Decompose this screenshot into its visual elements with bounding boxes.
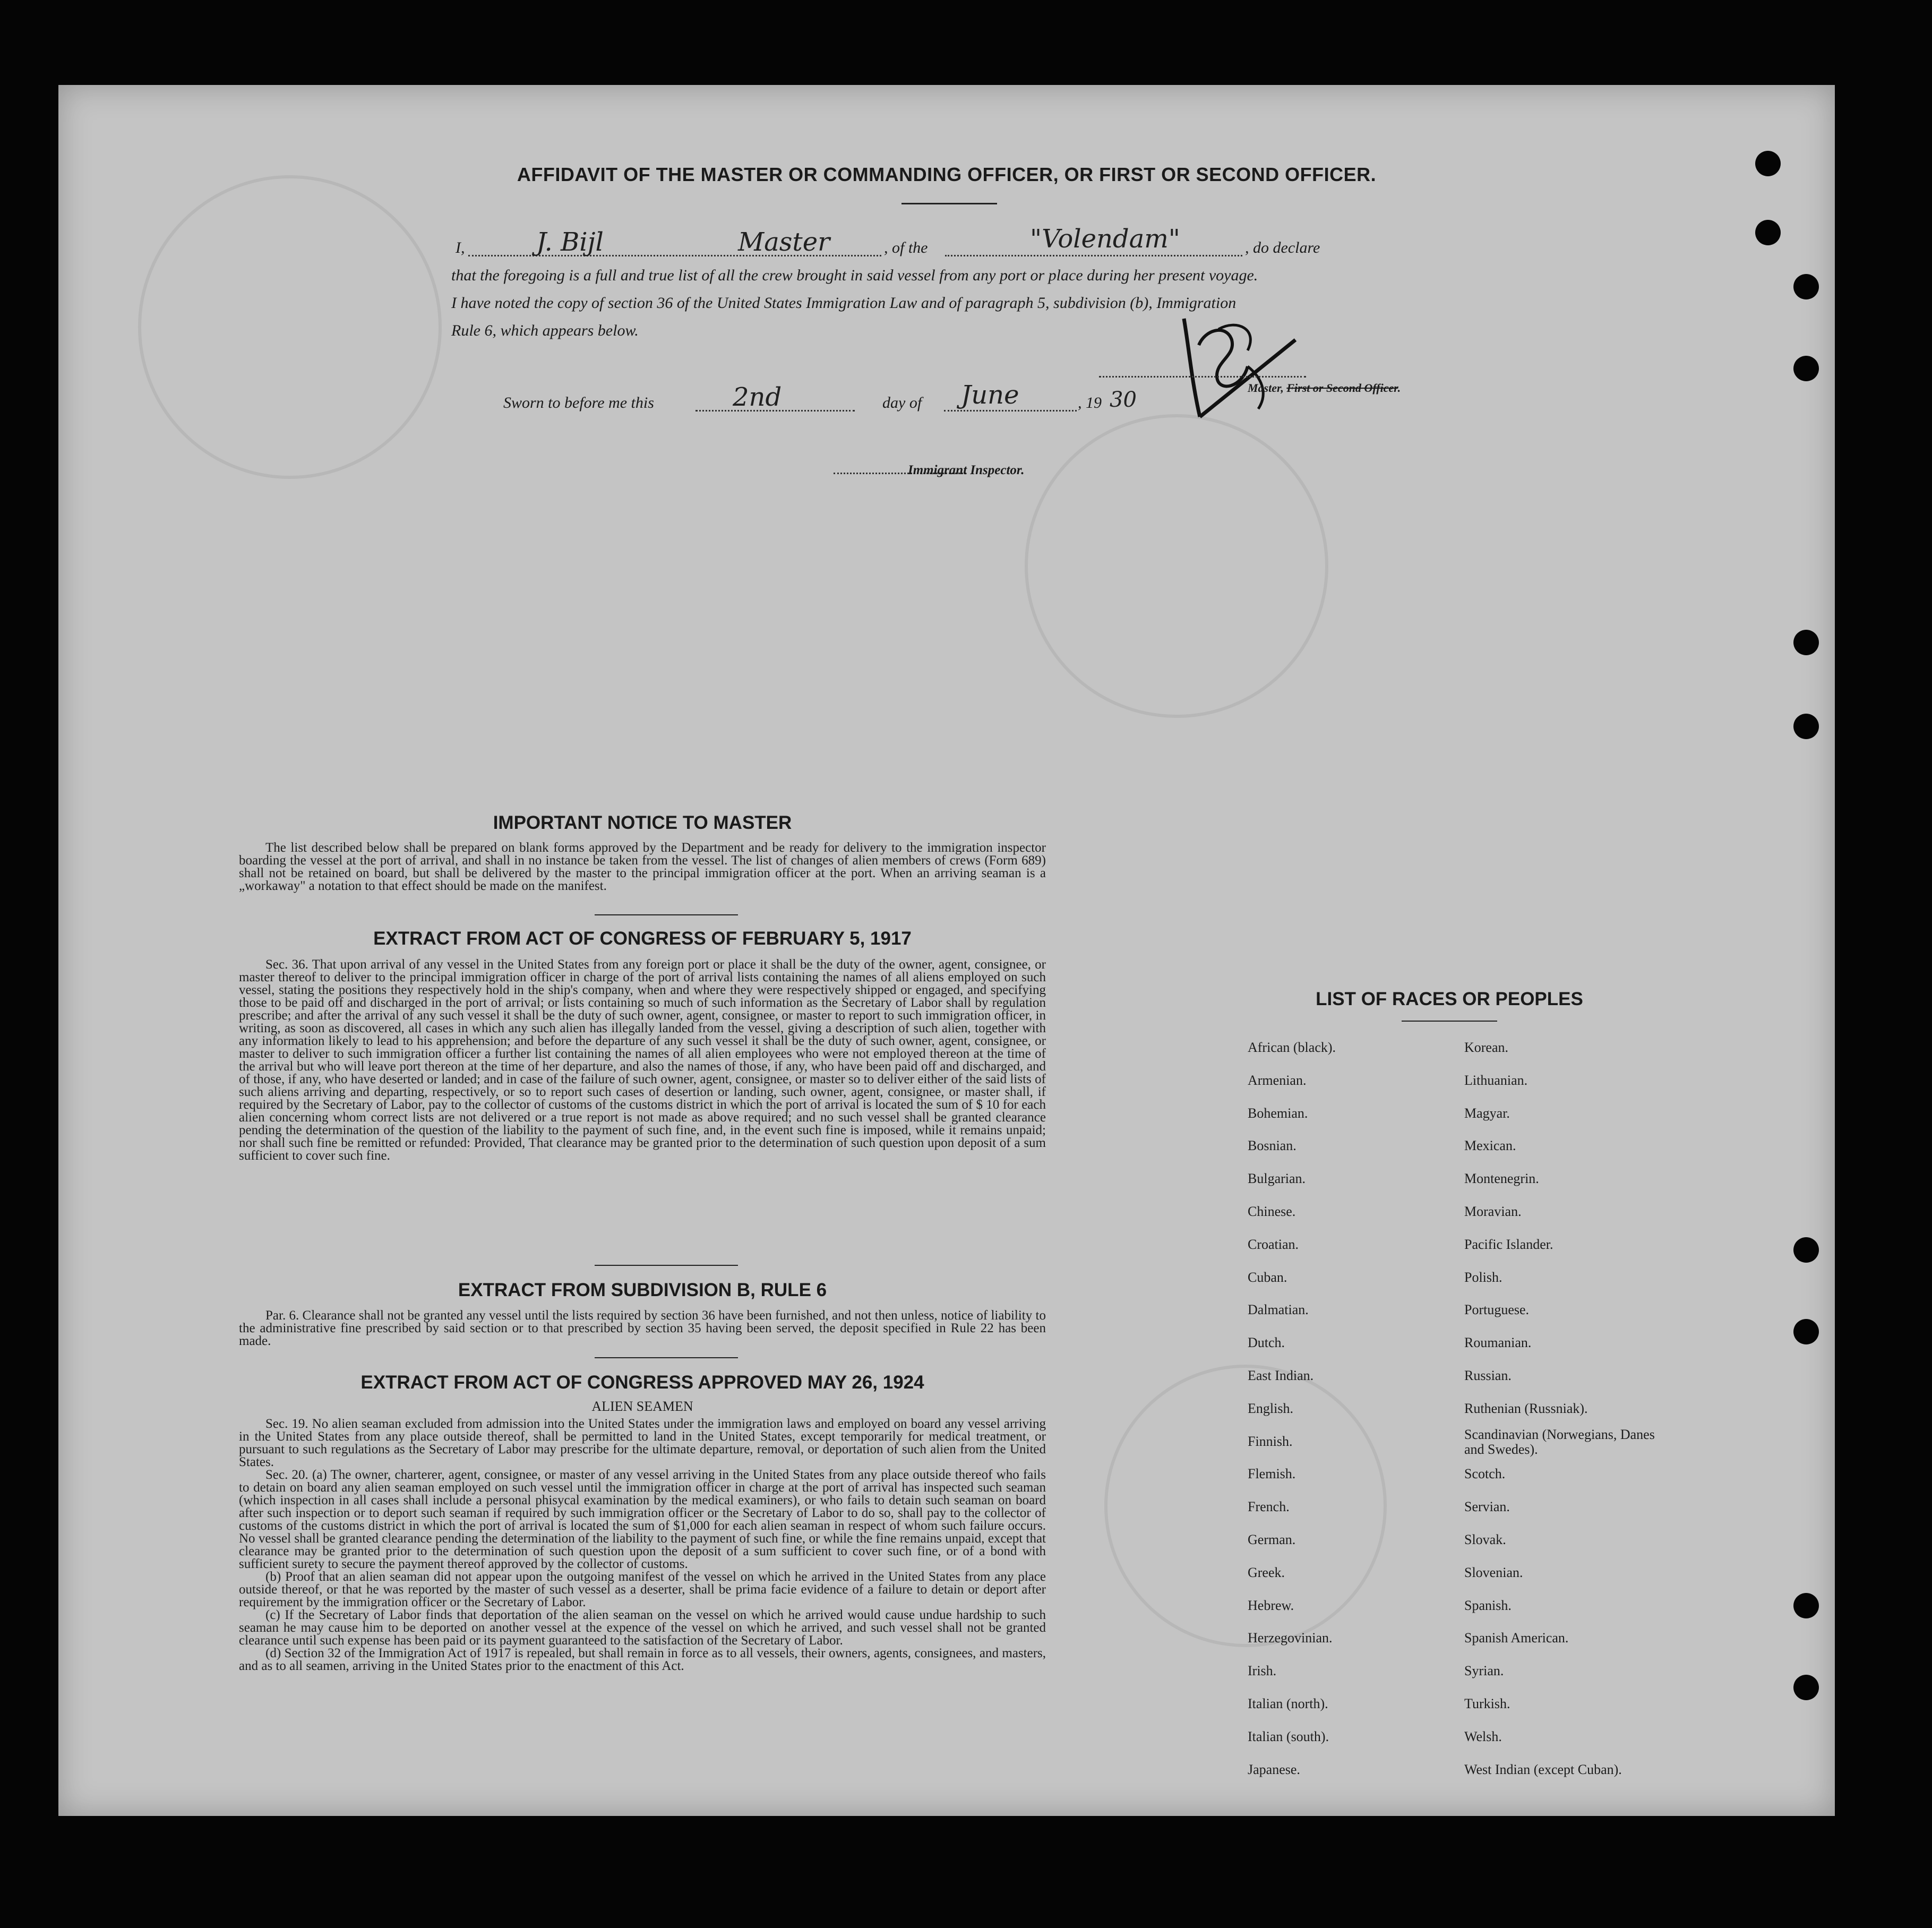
extract-1917-title: EXTRACT FROM ACT OF CONGRESS OF FEBRUARY 5, 1917 — [373, 928, 912, 949]
bleed-through-stamp — [138, 175, 442, 479]
races-left-column — [1248, 1031, 1336, 1786]
notice-divider — [595, 914, 738, 915]
races-right-column — [1464, 1031, 1666, 1786]
race-item: Finnish. — [1248, 1433, 1293, 1449]
race-item: Portuguese. — [1464, 1302, 1530, 1318]
do-declare-label: , do declare — [1245, 239, 1320, 256]
subdivision-b-text: Par. 6. Clearance shall not be granted any vessel until the lists required by section 36 have been furnished, and not then unless, notice of liability to the administrative fine prescribed by said section or to that prescribed by section 35 having been served, the deposit specified in Rule 22 has been made. — [239, 1308, 1046, 1348]
day-of-label: day of — [882, 394, 922, 412]
race-item: English. — [1248, 1400, 1293, 1416]
race-item: Welsh. — [1464, 1728, 1502, 1744]
affidavit-title: AFFIDAVIT OF THE MASTER OR COMMANDING OFFICER, OR FIRST OR SECOND OFFICER. — [517, 164, 1377, 185]
sworn-year: 30 — [1110, 388, 1137, 412]
race-item: Greek. — [1248, 1564, 1285, 1580]
race-item: West Indian (except Cuban). — [1464, 1761, 1622, 1777]
race-item: French. — [1248, 1499, 1290, 1515]
struck-officer-caption: First or Second Officer — [1286, 381, 1398, 395]
race-item: Korean. — [1464, 1040, 1509, 1055]
race-item: Russian. — [1464, 1367, 1512, 1383]
race-item: Japanese. — [1248, 1761, 1300, 1777]
race-item: Croatian. — [1248, 1236, 1299, 1252]
race-item: Spanish American. — [1464, 1630, 1569, 1646]
extract-1924-title: EXTRACT FROM ACT OF CONGRESS APPROVED MAY 26, 1924 — [360, 1372, 924, 1393]
race-item: Chinese. — [1248, 1203, 1296, 1219]
race-item: Dalmatian. — [1248, 1302, 1309, 1318]
bleed-through-stamp — [1104, 1365, 1387, 1647]
race-item: Turkish. — [1464, 1695, 1510, 1711]
subdivision-b-title: EXTRACT FROM SUBDIVISION B, RULE 6 — [458, 1280, 827, 1300]
extract-1917-divider — [595, 1265, 738, 1266]
race-item: Scotch. — [1464, 1466, 1506, 1482]
race-item: Bulgarian. — [1248, 1171, 1306, 1187]
punch-hole — [1793, 1319, 1819, 1344]
race-item: Armenian. — [1248, 1072, 1307, 1088]
race-item: Bohemian. — [1248, 1105, 1308, 1121]
sworn-month-line — [944, 410, 1077, 412]
title-divider — [901, 203, 997, 204]
of-the-label: , of the — [884, 239, 928, 256]
race-item: Roumanian. — [1464, 1335, 1532, 1351]
race-item: Pacific Islander. — [1464, 1236, 1553, 1252]
race-item: Italian (north). — [1248, 1695, 1328, 1711]
notice-text: The list described below shall be prepared on blank forms approved by the Department and be ready for delivery to the immigration inspector boarding the vessel at the port of arrival, and shall in no instance be taken from the vessel. The list of changes of alien members of crews (Form 689) shall not be retained on board, but shall be delivered by the master to the principal immigration officer at the port. When an arriving seaman is a „workaway" a notation to that effect should be made on the manifest. — [239, 841, 1046, 893]
race-item: Moravian. — [1464, 1203, 1522, 1219]
punch-hole — [1793, 1675, 1819, 1700]
race-item: Polish. — [1464, 1269, 1502, 1285]
i-label: I, — [456, 239, 465, 256]
alien-seamen-subtitle: ALIEN SEAMEN — [591, 1399, 693, 1414]
signature-caption: Master, First or Second Officer. — [1248, 381, 1401, 395]
race-item: Hebrew. — [1248, 1597, 1294, 1613]
race-item: Lithuanian. — [1464, 1072, 1528, 1088]
race-item: Servian. — [1464, 1499, 1510, 1515]
vessel-name-line — [945, 255, 1242, 256]
punch-hole — [1793, 1593, 1819, 1618]
race-item: Bosnian. — [1248, 1138, 1296, 1154]
affidavit-line-4: Rule 6, which appears below. — [451, 322, 639, 339]
race-item: Scandinavian (Norwegians, Danes and Swedes). — [1464, 1426, 1655, 1457]
punch-hole — [1755, 151, 1781, 176]
master-name: J. Bijl — [536, 227, 604, 257]
punch-hole — [1793, 356, 1819, 381]
race-item: Flemish. — [1248, 1466, 1296, 1482]
race-item: Magyar. — [1464, 1105, 1510, 1121]
punch-hole — [1755, 220, 1781, 245]
punch-hole — [1793, 714, 1819, 739]
race-item: Slovak. — [1464, 1531, 1506, 1547]
master-signature — [1168, 308, 1306, 430]
vessel-name: "Volendam" — [1030, 224, 1180, 254]
race-item: Mexican. — [1464, 1138, 1516, 1154]
races-divider — [1402, 1021, 1497, 1022]
race-item: African (black). — [1248, 1040, 1336, 1055]
race-item: East Indian. — [1248, 1367, 1314, 1383]
bleed-through-stamp — [1025, 414, 1328, 718]
sworn-month: June — [961, 380, 1019, 410]
notice-title: IMPORTANT NOTICE TO MASTER — [493, 812, 792, 833]
inspector-caption: Immigrant Inspector. — [908, 463, 1025, 477]
punch-hole — [1793, 1237, 1819, 1263]
race-item: Spanish. — [1464, 1597, 1512, 1613]
affidavit-line-3: I have noted the copy of section 36 of the United States Immigration Law and of paragraph 5, subdivision (b), Immigration — [451, 294, 1237, 312]
master-caption: Master, — [1248, 381, 1284, 395]
sworn-day: 2nd — [733, 382, 782, 412]
punch-hole — [1793, 274, 1819, 299]
race-item: Herzegovinian. — [1248, 1630, 1333, 1646]
race-item: Italian (south). — [1248, 1728, 1329, 1744]
document-page — [58, 85, 1835, 1816]
races-title: LIST OF RACES OR PEOPLES — [1316, 989, 1583, 1009]
race-item: Syrian. — [1464, 1663, 1504, 1679]
rank: Master — [738, 227, 830, 257]
race-item: Dutch. — [1248, 1335, 1285, 1351]
race-item: Cuban. — [1248, 1269, 1287, 1285]
punch-hole — [1793, 630, 1819, 655]
race-item: Slovenian. — [1464, 1564, 1523, 1580]
race-item: Montenegrin. — [1464, 1171, 1539, 1187]
extract-1917-text: Sec. 36. That upon arrival of any vessel in the United States from any foreign port or place it shall be the duty of the owner, agent, consignee, or master thereof to deliver to the principal immigration officer in charge of the port of arrival lists containing the names of all aliens employed on such vessel, stating the positions they respectively hold in the ship's company, when and where they were respectively shipped or engaged, and specifying those to be paid off and discharged in the port of arrival; or lists containing so much of such information as the Secretary of Labor shall by regulation prescribe; and after the arrival of any such vessel it shall be the duty of such owner, agent, consignee, or master to report to such immigration officer, in writing, as soon as discovered, all cases in which any such alien has illegally landed from the vessel, giving a description of such alien, together with any information likely to lead to his apprehension; and before the departure of any such vessel it shall be the duty of such owner, agent, consignee, or master to deliver to such immigration officer a further list containing the names of all alien employees who were not employed thereon at the time of the arrival but who will leave port thereon at the time of her departure, and also the names of those, if any, who have been paid off and discharged, and of those, if any, who have deserted or landed; and in case of the failure of such owner, agent, consignee, or master so to deliver either of the said lists of such aliens arriving and departing, respectively, or so to report such cases of desertion or landing, such owner, agent, consignee, or master shall, if required by the Secretary of Labor, pay to the collector of customs of the customs district in which the port of arrival is located the sum of $ 10 for each alien concerning whom correct lists are not delivered or a true report is not made as above required; and no such vessel shall be granted clearance pending the determination of the question of the liability to the payment of such fine, and, in the event such fine is imposed, while it remains unpaid; nor shall such fine be remitted or refunded: Provided, That clearance may be granted prior to the determination of such question upon deposit of a sum sufficient to cover such fine. — [239, 957, 1046, 1163]
sworn-label: Sworn to before me this — [503, 394, 654, 412]
affidavit-line-2: that the foregoing is a full and true list of all the crew brought in said vessel from any port or place during her present voyage. — [451, 267, 1258, 284]
signature-line — [1099, 376, 1306, 378]
extract-1924-text: Sec. 19. No alien seaman excluded from admission into the United States under the immigration laws and employed on board any vessel arriving in the United States from any place outside thereof, shall be permitted to land in the United States, except temporarily for medical treatment, or pursuant to such regulations as the Secretary of Labor may prescribe for the ultimate departure, removal, or deportation of such alien from the United States. Sec. 20. (a) The owner, charterer, agent, consignee, or master of any vessel arriving in the United States from any place outside thereof who fails to detain on board any alien seaman employed on such vessel until the immigration officer in charge at the port of arrival has inspected such seaman (which inspection in all cases shall include a personal phisycal examination by the medical examiners), or who fails to detain such seaman on board after such inspection or to deport such seaman if required by such immigration officer or the Secretary of Labor to do so, shall pay to the collector of customs of the customs district in which the port of arrival is located the sum of $1,000 for each alien seaman in respect of whom such failure occurs. No vessel shall be granted clearance pending the determination of the liability to the payment of such fine, or while the fine remains unpaid, except that clearance may be granted prior to the determination of such question upon the deposit of a sum sufficient to cover such fine, or of a bond with sufficient surety to secure the payment thereof approved by the collector of customs. (b) Proof that an alien seaman did not appear upon the outgoing manifest of the vessel on which he arrived in the United States from any place outside thereof, or that he was reported by the master of such vessel as a deserter, shall be prima facie evidence of a failure to detain or deport after requirement by the immigration officer or the Secretary of Labor. (c) If the Secretary of Labor finds that deportation of the alien seaman on the vessel on which he arrived would cause undue hardship to such seaman he may cause him to be deported on another vessel at the expence of the vessel on which he arrived, and such vessel shall not be granted clearance until such expense has been paid or its payment guaranteed to the satisfaction of the Secretary of Labor. (d) Section 32 of the Immigration Act of 1917 is repealed, but shall remain in force as to all vessels, their owners, agents, consignees, and masters, and as to all seamen, arriving in the United States prior to the enactment of this Act. — [239, 1417, 1046, 1673]
race-item: Ruthenian (Russniak). — [1464, 1400, 1588, 1416]
sworn-year-prefix: , 19 — [1078, 394, 1102, 412]
race-item: Irish. — [1248, 1663, 1277, 1679]
subdivision-b-divider — [595, 1357, 738, 1358]
race-item: German. — [1248, 1531, 1296, 1547]
